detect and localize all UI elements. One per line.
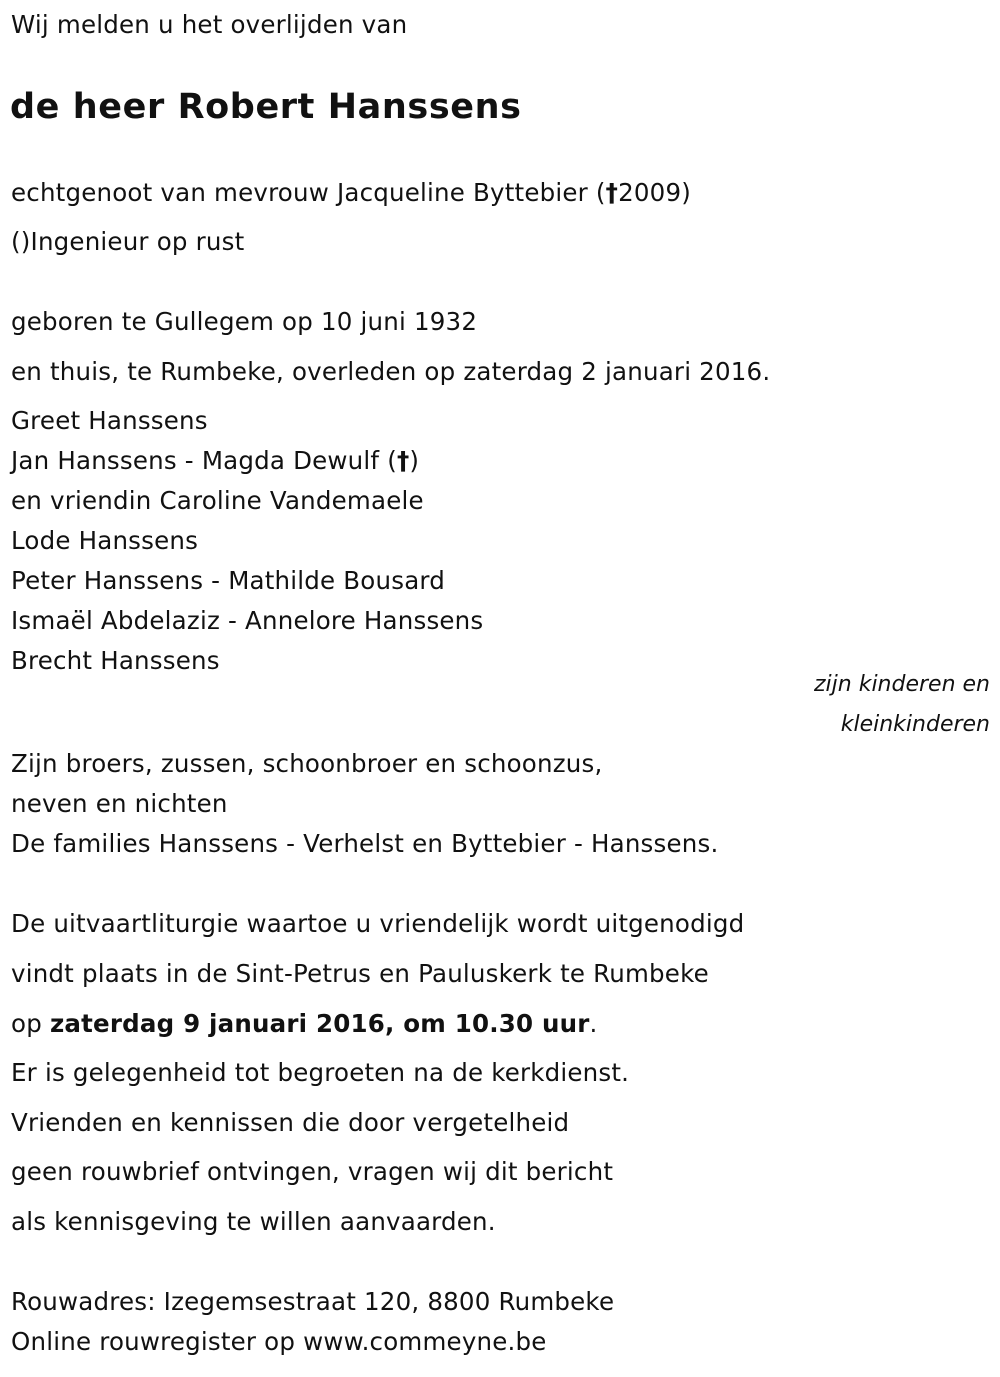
child-line-6: Ismaël Abdelaziz - Annelore Hanssens [11,606,484,635]
cross-icon: † [396,446,410,475]
child-line-2 [11,445,419,477]
child-line-1: Greet Hanssens [11,406,208,435]
funeral-line-7: als kennisgeving te willen aanvaarden. [11,1207,496,1236]
funeral-line-2: vindt plaats in de Sint-Petrus en Pauluskerk te Rumbeke [11,959,709,988]
child-line-7: Brecht Hanssens [11,646,220,675]
funeral-date-suffix: . [589,1009,598,1038]
funeral-date-prefix: op [11,1009,50,1038]
family-line-2: neven en nichten [11,789,228,818]
funeral-line-3 [11,1008,598,1040]
funeral-line-5: Vrienden en kennissen die door vergetelheid [11,1108,570,1137]
online-register: Online rouwregister op www.commeyne.be [11,1327,547,1356]
funeral-date: zaterdag 9 januari 2016, om 10.30 uur [49,1009,590,1038]
spouse-line [11,177,691,209]
family-line-3: De families Hanssens - Verhelst en Byttebier - Hanssens. [11,829,719,858]
death-line: en thuis, te Rumbeke, overleden op zaterdag 2 januari 2016. [11,357,771,386]
funeral-line-6: geen rouwbrief ontvingen, vragen wij dit bericht [11,1157,614,1186]
funeral-line-4: Er is gelegenheid tot begroeten na de kerkdienst. [11,1058,630,1087]
child-2-text: Jan Hanssens - Magda Dewulf ( [11,446,397,475]
child-line-4: Lode Hanssens [11,526,199,555]
child-line-3: en vriendin Caroline Vandemaele [11,486,424,515]
birth-line: geboren te Gullegem op 10 juni 1932 [11,307,478,336]
mourning-address: Rouwadres: Izegemsestraat 120, 8800 Rumbeke [11,1287,615,1316]
intro-text: Wij melden u het overlijden van [11,10,408,39]
spouse-text: echtgenoot van mevrouw Jacqueline Byttebier ( [11,178,606,207]
children-caption-2: kleinkinderen [840,712,990,737]
funeral-line-1: De uitvaartliturgie waartoe u vriendelijk wordt uitgenodigd [11,909,745,938]
spouse-year: 2009) [618,178,692,207]
deceased-name: de heer Robert Hanssens [10,87,522,127]
family-line-1: Zijn broers, zussen, schoonbroer en schoonzus, [11,749,603,778]
child-line-5: Peter Hanssens - Mathilde Bousard [11,566,445,595]
children-caption-1: zijn kinderen en [814,672,990,697]
cross-icon: † [605,178,619,207]
profession-line: ()Ingenieur op rust [11,227,245,256]
child-2-close: ) [409,446,420,475]
